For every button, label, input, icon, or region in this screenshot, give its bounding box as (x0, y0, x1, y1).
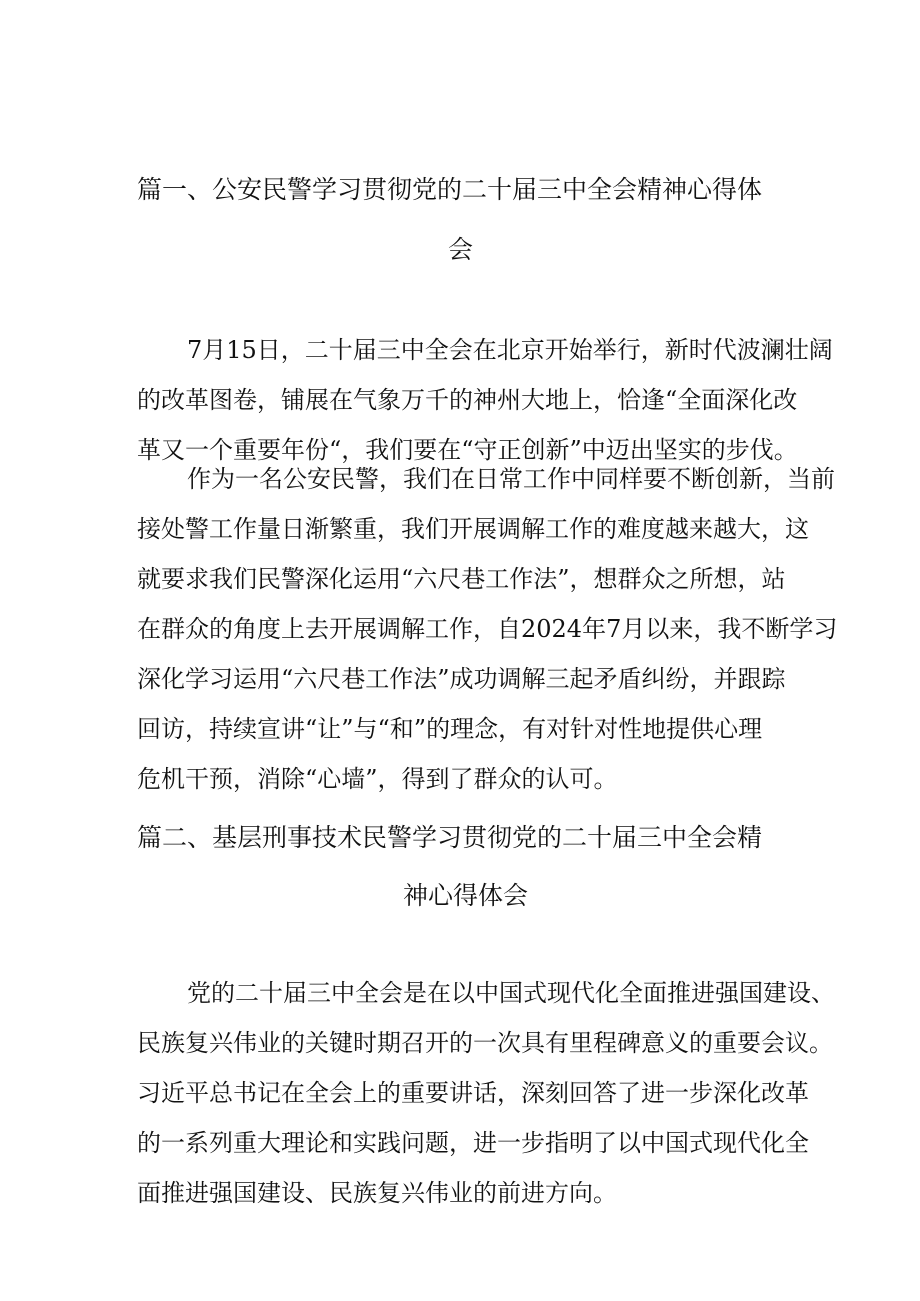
section1-paragraph-1 (137, 325, 833, 475)
section1-paragraph-2 (137, 454, 838, 804)
paragraph-line: 就要求我们民警深化运用“六尺巷工作法”，想群众之所想，站 (137, 565, 786, 593)
paragraph-line: 危机干预，消除“心墙”，得到了群众的认可。 (137, 765, 618, 793)
paragraph-line: 7月15日，二十届三中全会在北京开始举行，新时代波澜壮阔 (187, 336, 833, 364)
paragraph-line: 深化学习运用“六尺巷工作法”成功调解三起矛盾纠纷，并跟踪 (137, 665, 786, 693)
paragraph-line: 接处警工作量日渐繁重，我们开展调解工作的难度越来越大，这 (137, 515, 809, 543)
paragraph-line: 革又一个重要年份“，我们要在“守正创新”中迈出坚实的步伐。 (137, 436, 798, 464)
section1-title-line1: 篇一、公安民警学习贯彻党的二十届三中全会精神心得体 (137, 175, 763, 204)
section1-title-line2: 会 (448, 235, 474, 264)
paragraph-line: 面推进强国建设、民族复兴伟业的前进方向。 (137, 1179, 617, 1207)
section2-title-line2: 神心得体会 (403, 881, 529, 910)
paragraph-line: 党的二十届三中全会是在以中国式现代化全面推进强国建设、 (187, 979, 835, 1007)
paragraph-line: 在群众的角度上去开展调解工作，自2024年7月以来，我不断学习 (137, 615, 838, 643)
paragraph-line: 作为一名公安民警，我们在日常工作中同样要不断创新，当前 (187, 465, 835, 493)
paragraph-line: 回访，持续宣讲“让”与“和”的理念，有对针对性地提供心理 (137, 715, 763, 743)
section2-title-line1: 篇二、基层刑事技术民警学习贯彻党的二十届三中全会精 (137, 823, 763, 852)
paragraph-line: 民族复兴伟业的关键时期召开的一次具有里程碑意义的重要会议。 (137, 1029, 833, 1057)
paragraph-line: 习近平总书记在全会上的重要讲话，深刻回答了进一步深化改革 (137, 1079, 809, 1107)
section2-paragraph-1 (137, 968, 835, 1218)
paragraph-line: 的改革图卷，铺展在气象万千的神州大地上，恰逢“全面深化改 (137, 386, 798, 414)
paragraph-line: 的一系列重大理论和实践问题，进一步指明了以中国式现代化全 (137, 1129, 809, 1157)
